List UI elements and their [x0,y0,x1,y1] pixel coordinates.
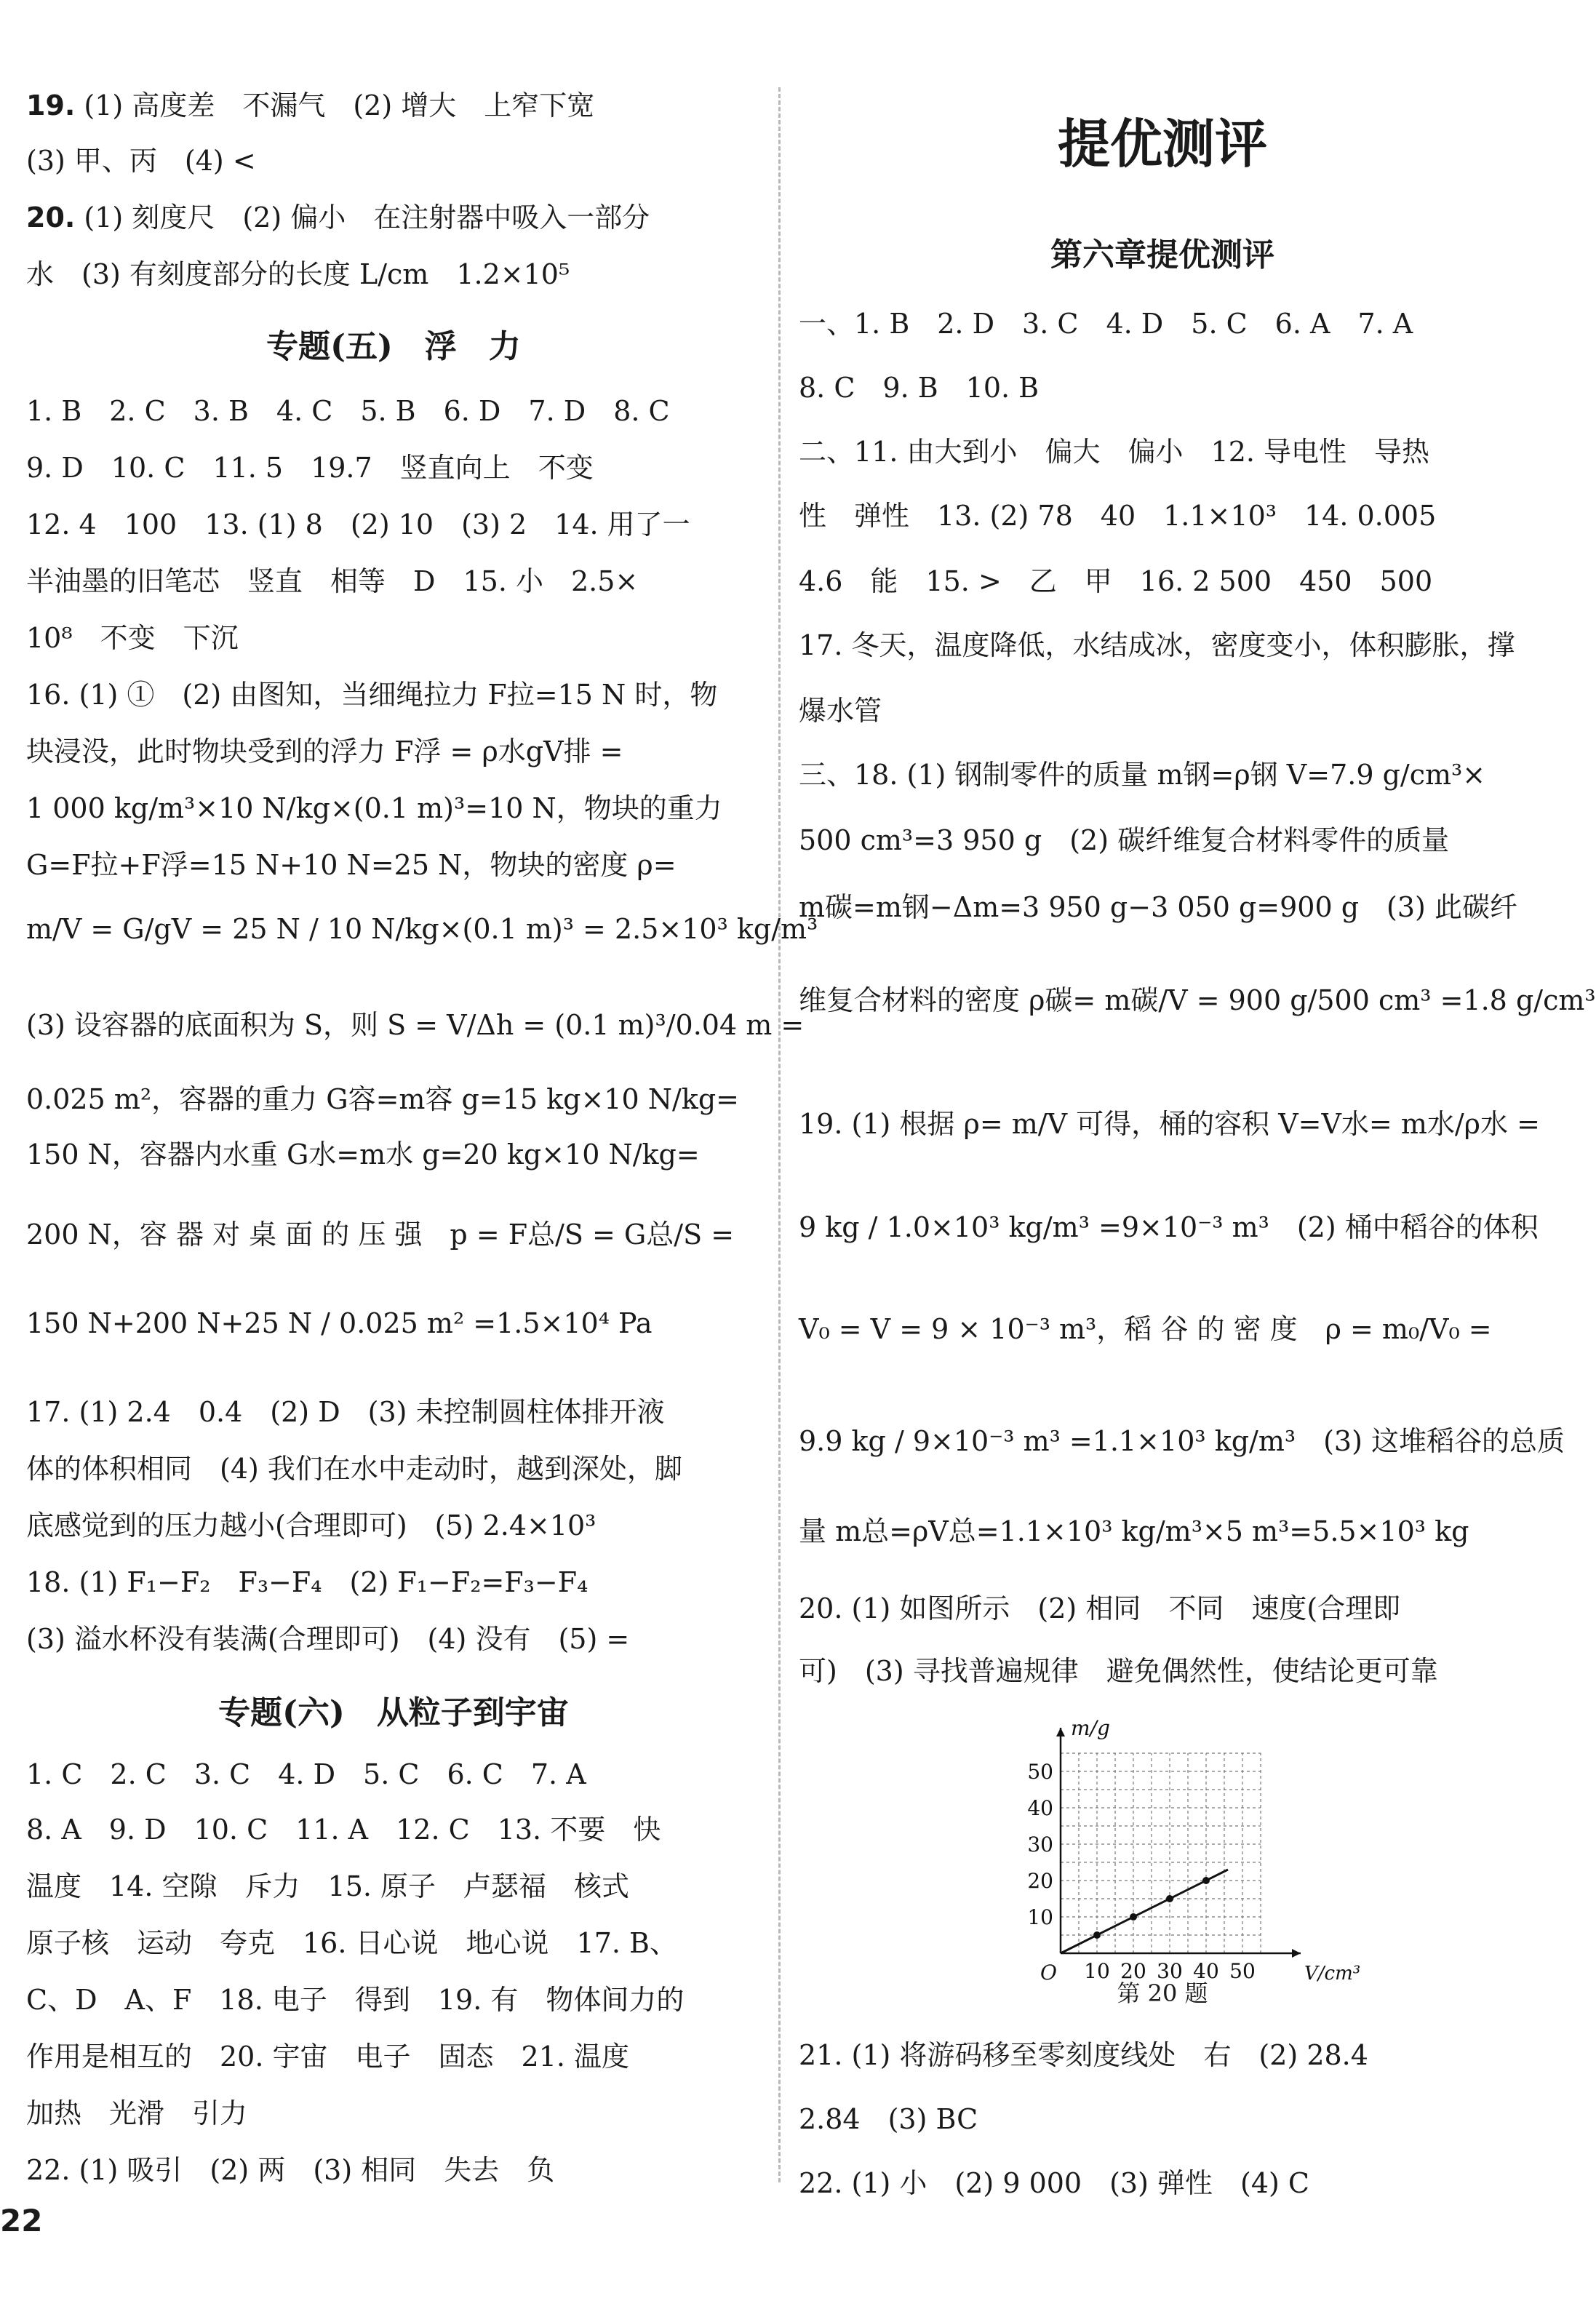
x-axis-label: V/cm³ [1304,1963,1361,1985]
q20-answer-1: (1) 刻度尺 (2) 偏小 在注射器中吸入一部分 [84,202,650,234]
y-axis-arrow [1056,1728,1065,1736]
y-tick-label: 20 [1027,1869,1053,1893]
right-line-8: 三、18. (1) 钢制零件的质量 m钢=ρ钢 V=7.9 g/cm³× [799,759,1486,791]
s5-line-17: 体的体积相同 (4) 我们在水中走动时，越到深处，脚 [26,1453,682,1485]
fit-line [1061,1870,1228,1953]
right-after-line-3: 22. (1) 小 (2) 9 000 (3) 弹性 (4) C [799,2167,1309,2199]
s5-line-3: 12. 4 100 13. (1) 8 (2) 10 (3) 2 14. 用了一 [26,509,690,541]
s5-line-6: 16. (1) ① (2) 由图知，当细绳拉力 F拉=15 N 时，物 [26,679,718,711]
section5-title: 专题(五) 浮 力 [266,328,521,365]
s5-line-7: 块浸没，此时物块受到的浮力 F浮 = ρ水gV排 = [26,735,623,767]
s5-line-16: 17. (1) 2.4 0.4 (2) D (3) 未控制圆柱体排开液 [26,1396,665,1428]
right-line-17: 20. (1) 如图所示 (2) 相同 不同 速度(合理即 [799,1592,1401,1624]
data-point [1093,1931,1101,1939]
x-tick-label: 30 [1157,1959,1183,1983]
q19-line-1 [26,87,594,124]
right-after-line-2: 2.84 (3) BC [799,2103,978,2135]
s5-line-15: 150 N+200 N+25 N / 0.025 m² =1.5×10⁴ Pa [26,1307,653,1339]
x-tick-label: 40 [1193,1959,1219,1983]
figure-data-marks [1061,1870,1228,1953]
y-tick-label: 50 [1027,1760,1053,1784]
s6-line-5: C、D A、F 18. 电子 得到 19. 有 物体间力的 [26,1984,685,2016]
right-line-16: 量 m总=ρV总=1.1×10³ kg/m³×5 m³=5.5×10³ kg [799,1515,1469,1547]
s5-line-2: 9. D 10. C 11. 5 19.7 竖直向上 不变 [26,452,594,484]
right-line-13: 9 kg / 1.0×10³ kg/m³ =9×10⁻³ m³ (2) 桶中稻谷的体积 [799,1211,1539,1243]
right-line-6: 17. 冬天，温度降低，水结成冰，密度变小，体积膨胀，撑 [799,629,1515,661]
q20-line-1 [26,199,650,236]
q19-answer-1: (1) 高度差 不漏气 (2) 增大 上窄下宽 [84,89,595,121]
s5-line-10: m/V = G/gV = 25 N / 10 N/kg×(0.1 m)³ = 2.5×10³ kg/m³ [26,913,818,945]
s5-line-8: 1 000 kg/m³×10 N/kg×(0.1 m)³=10 N，物块的重力 [26,792,722,824]
s5-line-5: 10⁸ 不变 下沉 [26,622,239,654]
right-line-3: 二、11. 由大到小 偏大 偏小 12. 导电性 导热 [799,436,1430,468]
right-line-14: V₀ = V = 9 × 10⁻³ m³，稻 谷 的 密 度 ρ = m₀/V₀ = [799,1313,1492,1345]
data-point [1166,1895,1173,1902]
y-tick-label: 40 [1027,1796,1053,1820]
right-line-18: 可) (3) 寻找普遍规律 避免偶然性，使结论更可靠 [799,1655,1438,1687]
q19-answer-2: (3) 甲、丙 (4) < [26,145,256,177]
y-tick-label: 30 [1027,1833,1053,1857]
data-point [1202,1877,1210,1884]
s6-line-6: 作用是相互的 20. 宇宙 电子 固态 21. 温度 [26,2041,630,2073]
s5-line-12: 0.025 m²，容器的重力 G容=m容 g=15 kg×10 N/kg= [26,1083,739,1115]
right-line-1: 一、1. B 2. D 3. C 4. D 5. C 6. A 7. A [799,308,1413,340]
s5-line-14: 200 N，容 器 对 桌 面 的 压 强 p = F总/S = G总/S = [26,1219,735,1251]
q20-mass-volume-figure [995,1699,1361,2004]
right-line-5: 4.6 能 15. > 乙 甲 16. 2 500 450 500 [799,565,1433,597]
s5-line-4: 半油墨的旧笔芯 竖直 相等 D 15. 小 2.5× [26,565,639,597]
right-line-7: 爆水管 [799,695,882,727]
y-tick-label: 10 [1027,1905,1053,1929]
x-tick-label: 50 [1229,1959,1256,1983]
right-line-15: 9.9 kg / 9×10⁻³ m³ =1.1×10³ kg/m³ (3) 这堆稻谷的总质 [799,1425,1565,1457]
q20-answer-2: 水 (3) 有刻度部分的长度 L/cm 1.2×10⁵ [26,258,570,290]
right-line-12: 19. (1) 根据 ρ= m/V 可得，桶的容积 V=V水= m水/ρ水 = [799,1108,1540,1140]
y-axis-label: m/g [1071,1716,1110,1740]
main-title: 提优测评 [1057,113,1267,175]
s6-line-8: 22. (1) 吸引 (2) 两 (3) 相同 失去 负 [26,2154,555,2186]
figure-caption: 第 20 题 [1117,1979,1208,2007]
s6-line-7: 加热 光滑 引力 [26,2097,248,2129]
s5-line-13: 150 N，容器内水重 G水=m水 g=20 kg×10 N/kg= [26,1138,700,1171]
s6-line-4: 原子核 运动 夸克 16. 日心说 地心说 17. B、 [26,1927,677,1959]
s6-line-3: 温度 14. 空隙 斥力 15. 原子 卢瑟福 核式 [26,1870,630,1902]
column-divider [778,87,781,2182]
x-axis-arrow [1292,1949,1301,1958]
right-line-2: 8. C 9. B 10. B [799,372,1040,404]
q20-number: 20. [26,202,76,234]
s5-line-1: 1. B 2. C 3. B 4. C 5. B 6. D 7. D 8. C [26,395,670,427]
s5-line-9: G=F拉+F浮=15 N+10 N=25 N，物块的密度 ρ= [26,849,677,881]
x-tick-label: 20 [1120,1959,1146,1983]
s6-line-1: 1. C 2. C 3. C 4. D 5. C 6. C 7. A [26,1758,586,1790]
page-number: 22 [0,2203,43,2238]
right-line-9: 500 cm³=3 950 g (2) 碳纤维复合材料零件的质量 [799,824,1450,856]
figure-grid [1061,1753,1261,1953]
chapter-title: 第六章提优测评 [1050,236,1274,274]
right-after-line-1: 21. (1) 将游码移至零刻度线处 右 (2) 28.4 [799,2039,1368,2071]
s5-line-20: (3) 溢水杯没有装满(合理即可) (4) 没有 (5) = [26,1623,630,1655]
right-line-10: m碳=m钢−Δm=3 950 g−3 050 g=900 g (3) 此碳纤 [799,891,1517,923]
s5-line-11: (3) 设容器的底面积为 S，则 S = V/Δh = (0.1 m)³/0.04 m = [26,1009,805,1041]
s5-line-19: 18. (1) F₁−F₂ F₃−F₄ (2) F₁−F₂=F₃−F₄ [26,1566,588,1598]
right-line-11: 维复合材料的密度 ρ碳= m碳/V = 900 g/500 cm³ =1.8 g/cm³ [799,984,1596,1016]
x-tick-label: 10 [1084,1959,1110,1983]
s6-line-2: 8. A 9. D 10. C 11. A 12. C 13. 不要 快 [26,1814,661,1846]
q19-number: 19. [26,89,76,121]
data-point [1130,1913,1137,1921]
s5-line-18: 底感觉到的压力越小(合理即可) (5) 2.4×10³ [26,1510,596,1542]
origin-label: O [1040,1961,1057,1985]
section6-title: 专题(六) 从粒子到宇宙 [218,1694,569,1731]
right-line-4: 性 弹性 13. (2) 78 40 1.1×10³ 14. 0.005 [799,500,1437,532]
